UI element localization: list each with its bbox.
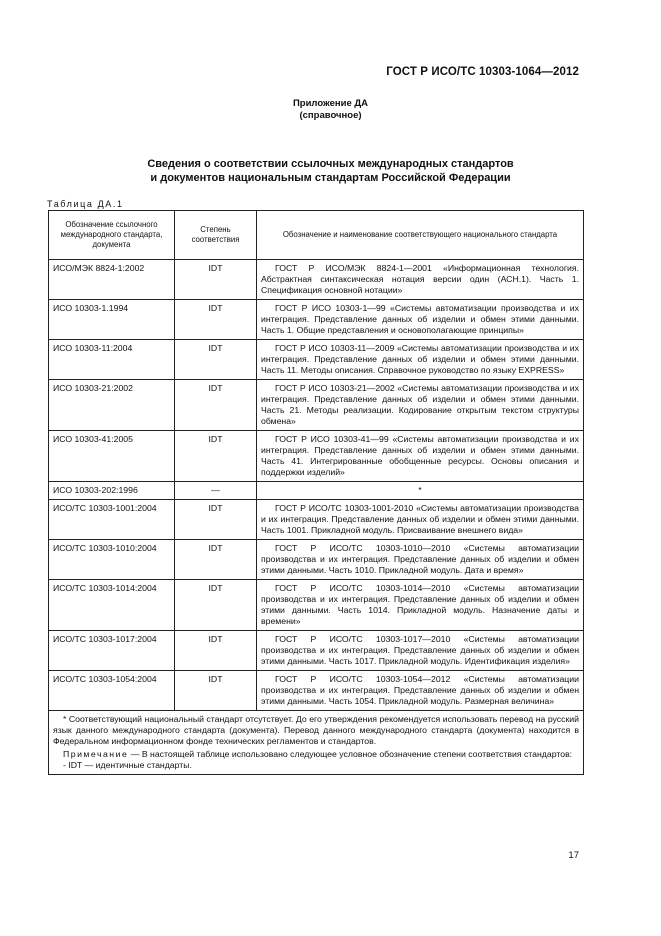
- page-number: 17: [568, 850, 579, 861]
- table-footer-row: [49, 711, 584, 775]
- cell-ref: ИСО 10303-21:2002: [49, 380, 175, 431]
- table-row: [49, 482, 584, 500]
- header-degree: Степень соответствия: [175, 211, 257, 260]
- cell-ref: ИСО 10303-1.1994: [49, 300, 175, 340]
- section-title: [0, 157, 661, 185]
- header-reference-standard: Обозначение ссылочного международного стандарта, документа: [49, 211, 175, 260]
- table-caption: Таблица ДА.1: [47, 199, 124, 209]
- cell-degree: IDT: [175, 431, 257, 482]
- table-row: [49, 431, 584, 482]
- cell-ref: ИСО/ТС 10303-1010:2004: [49, 540, 175, 580]
- note-text: — В настоящей таблице использовано следующее условное обозначение степени соответствия стандартов:: [130, 749, 573, 759]
- table-row: [49, 500, 584, 540]
- table-row: [49, 300, 584, 340]
- cell-national: ГОСТ Р ИСО/МЭК 8824-1—2001 «Информационная технология. Абстрактная синтаксическая нотация версии один (АСН.1). Часть 1. Спецификация основной нотации»: [257, 260, 584, 300]
- table-row: [49, 260, 584, 300]
- cell-degree: IDT: [175, 671, 257, 711]
- cell-national: ГОСТ Р ИСО/ТС 10303-1054—2012 «Системы автоматизации производства и их интеграция. Представление данных об изделии и обмен этими данными. Часть 1054. Прикладной модуль. Размерная величина»: [257, 671, 584, 711]
- table-row: [49, 671, 584, 711]
- table-row: [49, 380, 584, 431]
- table-row: [49, 631, 584, 671]
- cell-ref: ИСО/ТС 10303-1017:2004: [49, 631, 175, 671]
- cell-degree: IDT: [175, 580, 257, 631]
- cell-national: ГОСТ Р ИСО/ТС 10303-1001-2010 «Системы автоматизации производства и их интеграция. Представление данных об изделии и обмен этими данными. Часть 1001. Прикладной модуль. Присваивание внешнего вида»: [257, 500, 584, 540]
- table-row: [49, 340, 584, 380]
- cell-degree: IDT: [175, 380, 257, 431]
- note-label: Примечание: [63, 749, 129, 759]
- cell-national: ГОСТ Р ИСО 10303-41—99 «Системы автоматизации производства и их интеграция. Представление данных об изделии и обмен этими данными. Часть 41. Интегрированные обобщенные ресурсы. Основы описания и поддержки изделий»: [257, 431, 584, 482]
- cell-ref: ИСО/ТС 10303-1014:2004: [49, 580, 175, 631]
- cell-national: ГОСТ Р ИСО/ТС 10303-1010—2010 «Системы автоматизации производства и их интеграция. Представление данных об изделии и обмен этими данными. Часть 1010. Прикладной модуль. Дата и время»: [257, 540, 584, 580]
- cell-degree: IDT: [175, 300, 257, 340]
- cell-ref: ИСО/ТС 10303-1054:2004: [49, 671, 175, 711]
- appendix-heading: [0, 98, 661, 122]
- cell-national: ГОСТ Р ИСО/ТС 10303-1017—2010 «Системы автоматизации производства и их интеграция. Представление данных об изделии и обмен этими данными. Часть 1017. Прикладной модуль. Идентификация изделия»: [257, 631, 584, 671]
- cell-ref: ИСО/МЭК 8824-1:2002: [49, 260, 175, 300]
- table-header-row: [49, 211, 584, 260]
- footnote: * Соответствующий национальный стандарт отсутствует. До его утверждения рекомендуется использовать перевод на русский язык данного международного стандарта (документа). Перевод данного международного стандарта (документа) находится в Федеральном информационном фонде технических регламентов и стандартов.: [53, 714, 579, 746]
- table-row: [49, 580, 584, 631]
- section-title-line-2: и документов национальным стандартам Российской Федерации: [150, 172, 511, 184]
- document-header-code: ГОСТ Р ИСО/ТС 10303-1064—2012: [386, 66, 579, 78]
- cell-degree: IDT: [175, 260, 257, 300]
- cell-national: *: [257, 482, 584, 500]
- header-national-standard: Обозначение и наименование соответствующего национального стандарта: [257, 211, 584, 260]
- table-row: [49, 540, 584, 580]
- appendix-title: Приложение ДА: [292, 98, 369, 109]
- cell-degree: IDT: [175, 500, 257, 540]
- cell-national: ГОСТ Р ИСО 10303-21—2002 «Системы автоматизации производства и их интеграция. Представление данных об изделии и обмен этими данными. Часть 21. Методы реализации. Кодирование открытым текстом структуры обмена»: [257, 380, 584, 431]
- correspondence-table: [48, 210, 584, 775]
- cell-national: ГОСТ Р ИСО/ТС 10303-1014—2010 «Системы автоматизации производства и их интеграция. Представление данных об изделии и обмен этими данными. Часть 1014. Прикладной модуль. Назначение даты и времени»: [257, 580, 584, 631]
- cell-degree: IDT: [175, 631, 257, 671]
- cell-degree: IDT: [175, 540, 257, 580]
- cell-ref: ИСО 10303-202:1996: [49, 482, 175, 500]
- cell-degree: IDT: [175, 340, 257, 380]
- cell-national: ГОСТ Р ИСО 10303-11—2009 «Системы автоматизации производства и их интеграция. Представление данных об изделии и обмен этими данными. Часть 11. Методы описания. Справочное руководство по языку EXPRESS»: [257, 340, 584, 380]
- cell-degree: —: [175, 482, 257, 500]
- note-item: - IDT — идентичные стандарты.: [63, 760, 192, 770]
- cell-ref: ИСО 10303-41:2005: [49, 431, 175, 482]
- section-title-line-1: Сведения о соответствии ссылочных международных стандартов: [147, 158, 514, 170]
- cell-national: ГОСТ Р ИСО 10303-1—99 «Системы автоматизации производства и их интеграция. Представление данных об изделии и обмен этими данными. Часть 1. Общие представления и основополагающие принципы»: [257, 300, 584, 340]
- note: [53, 749, 579, 760]
- appendix-subtitle: (справочное): [299, 110, 362, 121]
- cell-ref: ИСО/ТС 10303-1001:2004: [49, 500, 175, 540]
- cell-ref: ИСО 10303-11:2004: [49, 340, 175, 380]
- table-footer: [49, 711, 584, 775]
